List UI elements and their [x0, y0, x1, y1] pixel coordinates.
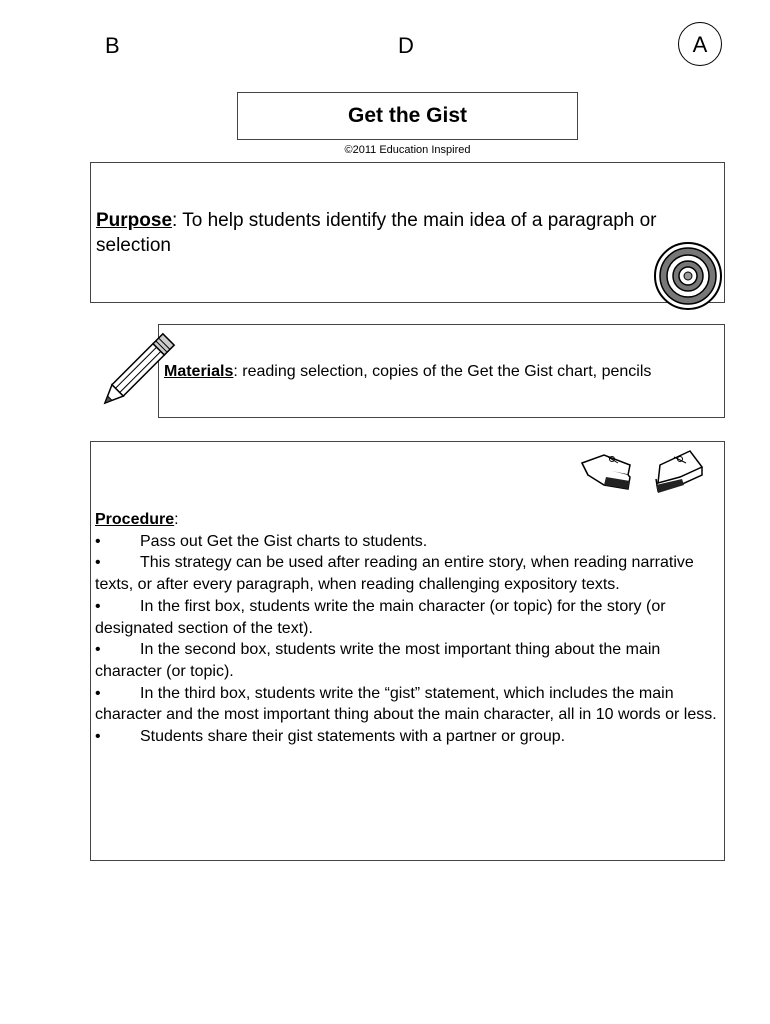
- procedure-item-text: In the third box, students write the “gist” statement, which includes the main character and the most important thing about the main character, all in 10 words or less.: [95, 684, 717, 724]
- left-shoe-icon: [578, 447, 636, 493]
- bullet-glyph: •: [95, 641, 101, 659]
- bullet-glyph: •: [95, 684, 101, 702]
- procedure-item: [95, 639, 723, 682]
- copyright-notice: ©2011 Education Inspired: [344, 144, 471, 156]
- target-icon: [652, 240, 724, 312]
- procedure-item: [95, 552, 723, 595]
- procedure-section: [95, 509, 723, 748]
- procedure-label: Procedure: [95, 511, 175, 528]
- bullet-glyph: •: [95, 597, 101, 615]
- materials-section: [164, 362, 719, 382]
- procedure-item: [95, 726, 723, 748]
- bullet-glyph: •: [95, 728, 101, 746]
- center-letter-d: D: [398, 33, 414, 58]
- right-shoe-icon: [650, 445, 708, 495]
- materials-label: Materials: [164, 363, 234, 380]
- page-title: Get the Gist: [237, 92, 578, 140]
- procedure-item: [95, 683, 723, 726]
- corner-letter-b: B: [105, 33, 120, 58]
- procedure-item-text: In the second box, students write the most important thing about the main character (or topic).: [95, 641, 661, 680]
- procedure-heading: [95, 509, 723, 531]
- procedure-item: [95, 531, 723, 553]
- circled-letter-a: A: [678, 22, 722, 66]
- purpose-label: Purpose: [96, 210, 173, 231]
- procedure-item: [95, 596, 723, 639]
- procedure-item-text: In the first box, students write the main character (or topic) for the story (or designated section of the text).: [95, 597, 666, 637]
- bullet-glyph: •: [95, 554, 101, 572]
- purpose-section: [96, 208, 716, 258]
- procedure-item-text: Pass out Get the Gist charts to students.: [140, 532, 428, 550]
- procedure-item-text: This strategy can be used after reading an entire story, when reading narrative texts, or after every paragraph, when reading challenging expository texts.: [95, 554, 694, 594]
- purpose-text: : To help students identify the main idea of a paragraph or selection: [96, 210, 657, 256]
- bullet-glyph: •: [95, 532, 101, 550]
- procedure-item-text: Students share their gist statements with a partner or group.: [140, 728, 566, 746]
- procedure-colon: :: [174, 511, 179, 528]
- materials-text: : reading selection, copies of the Get the Gist chart, pencils: [233, 363, 652, 380]
